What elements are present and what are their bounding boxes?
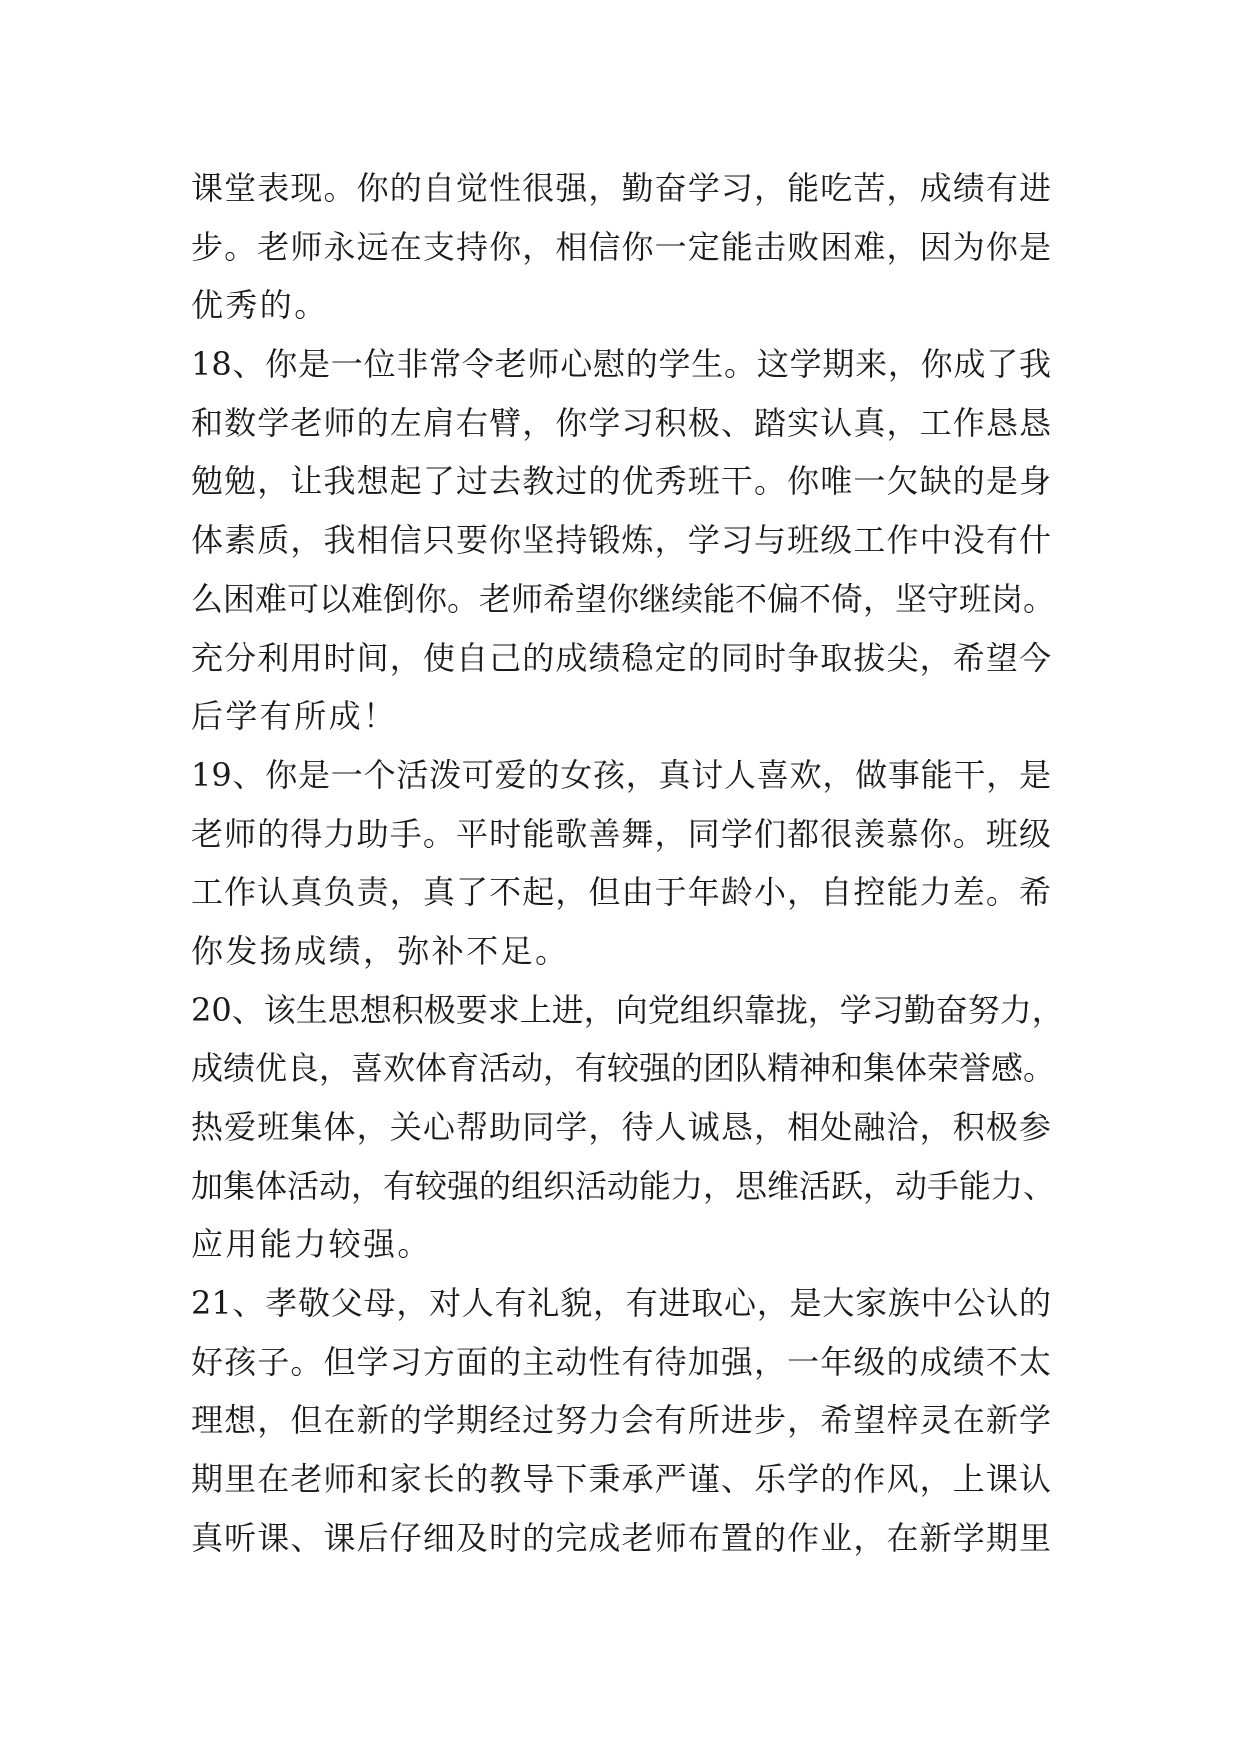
text-line: 你发扬成绩，弥补不足。 (191, 931, 570, 970)
text-line: 理想，但在新的学期经过努力会有所进步，希望梓灵在新学 (191, 1401, 1051, 1440)
text-line: 19、你是一个活泼可爱的女孩，真讨人喜欢，做事能干，是 (191, 755, 1051, 794)
text-line: 课堂表现。你的自觉性很强，勤奋学习，能吃苦，成绩有进 (191, 169, 1051, 207)
text-line: 期里在老师和家长的教导下秉承严谨、乐学的作风，上课认 (191, 1460, 1051, 1499)
text-line: 成绩优良，喜欢体育活动，有较强的团队精神和集体荣誉感。 (191, 1049, 1056, 1088)
text-line: 后学有所成！ (191, 697, 398, 736)
document-body (191, 159, 1064, 1568)
text-line: 和数学老师的左肩右臂，你学习积极、踏实认真，工作恳恳 (191, 403, 1051, 442)
paragraph-21 (191, 1274, 1051, 1567)
text-line: 20、该生思想积极要求上进，向党组织靠拢，学习勤奋努力， (191, 990, 1064, 1029)
paragraph-20 (191, 981, 1064, 1274)
text-line: 么困难可以难倒你。老师希望你继续能不偏不倚，坚守班岗。 (191, 579, 1056, 618)
text-line: 真听课、课后仔细及时的完成老师布置的作业，在新学期里 (191, 1518, 1051, 1557)
paragraph-19 (191, 746, 1051, 981)
text-line: 充分利用时间，使自己的成绩稳定的同时争取拔尖，希望今 (191, 638, 1051, 677)
text-line: 18、你是一位非常令老师心慰的学生。这学期来，你成了我 (191, 345, 1051, 384)
text-line: 老师的得力助手。平时能歌善舞，同学们都很羡慕你。班级 (191, 814, 1051, 853)
text-line: 热爱班集体，关心帮助同学，待人诚恳，相处融洽，积极参 (191, 1108, 1051, 1146)
text-line: 优秀的。 (191, 286, 329, 325)
paragraph-17-continuation (191, 159, 1051, 335)
text-line: 勉勉，让我想起了过去教过的优秀班干。你唯一欠缺的是身 (191, 462, 1051, 501)
paragraph-18 (191, 335, 1056, 746)
text-line: 工作认真负责，真了不起，但由于年龄小，自控能力差。希 (191, 873, 1051, 912)
text-line: 体素质，我相信只要你坚持锻炼，学习与班级工作中没有什 (191, 521, 1051, 560)
text-line: 加集体活动，有较强的组织活动能力，思维活跃，动手能力、 (191, 1166, 1056, 1205)
text-line: 应用能力较强。 (191, 1225, 432, 1264)
text-line: 21、孝敬父母，对人有礼貌，有进取心，是大家族中公认的 (191, 1284, 1051, 1323)
text-line: 好孩子。但学习方面的主动性有待加强，一年级的成绩不太 (191, 1342, 1051, 1381)
text-line: 步。老师永远在支持你，相信你一定能击败困难，因为你是 (191, 227, 1051, 266)
